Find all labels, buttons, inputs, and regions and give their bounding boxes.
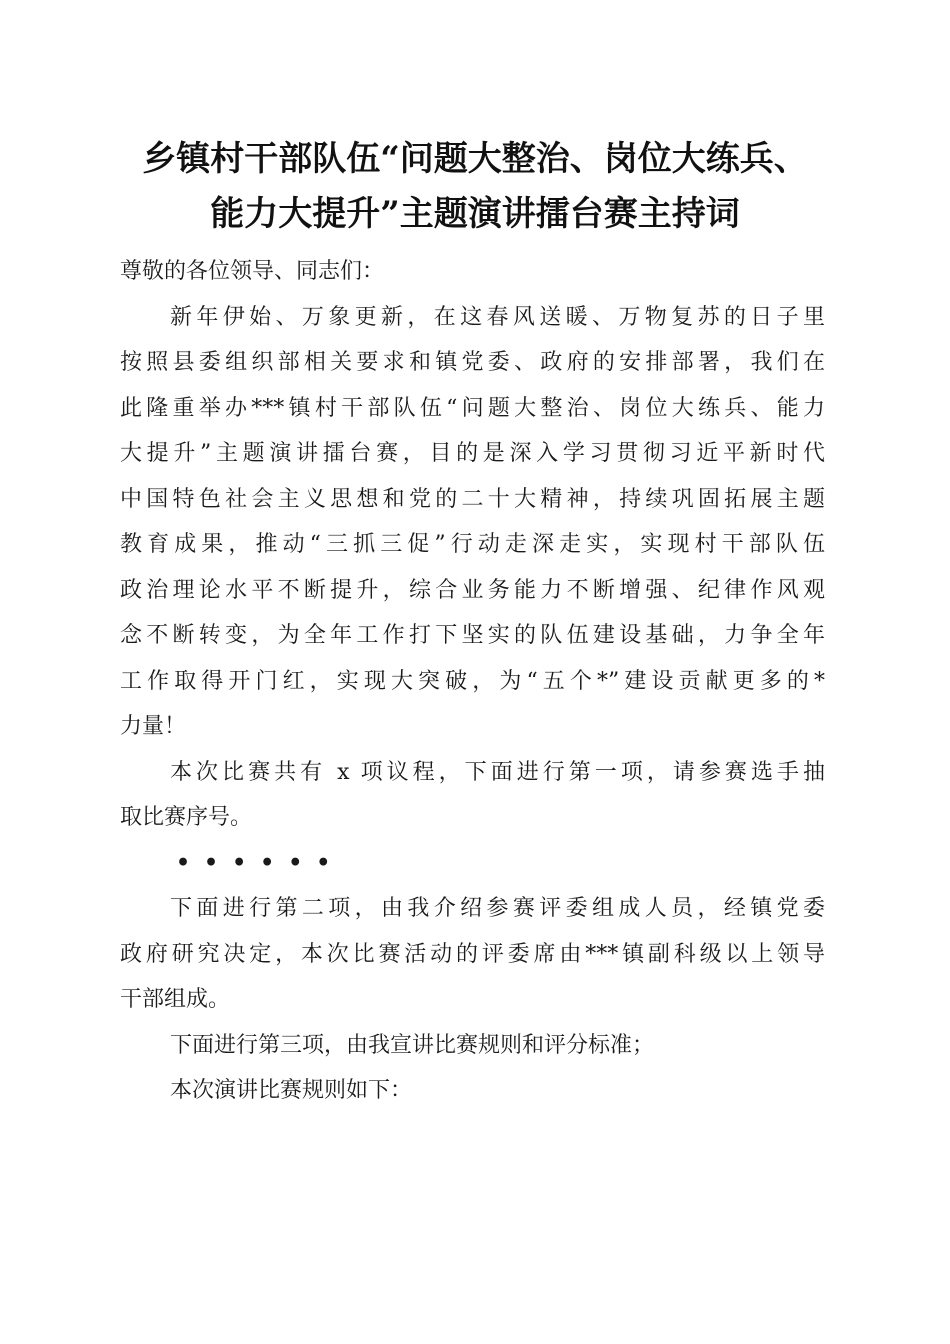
paragraph-1-line: 按照县委组织部相关要求和镇党委、政府的安排部署，我们在: [120, 350, 825, 375]
paragraph-1-line: 中国特色社会主义思想和党的二十大精神，持续巩固拓展主题: [120, 486, 825, 512]
ellipsis-dots: ••••••: [176, 849, 345, 876]
paragraph-1-line: 工作取得开门红，实现大突破，为“五个*”建设贡献更多的*: [120, 668, 825, 694]
paragraph-1-line: 大提升”主题演讲擂台赛，目的是深入学习贯彻习近平新时代: [120, 441, 825, 466]
title-line-1: 乡镇村干部队伍“问题大整治、岗位大练兵、: [142, 139, 808, 179]
paragraph-4: 下面进行第三项，由我宣讲比赛规则和评分标准；: [170, 1032, 655, 1058]
paragraph-3-line: 下面进行第二项，由我介绍参赛评委组成人员，经镇党委: [170, 896, 825, 921]
paragraph-1-line: 政治理论水平不断提升，综合业务能力不断增强、纪律作风观: [120, 577, 825, 603]
paragraph-1-line: 教育成果，推动“三抓三促”行动走深走实，实现村干部队伍: [120, 532, 825, 557]
paragraph-1-line: 念不断转变，为全年工作打下坚实的队伍建设基础，力争全年: [120, 623, 825, 648]
greeting: 尊敬的各位领导、同志们：: [120, 259, 385, 284]
paragraph-1-line: 力量！: [120, 714, 187, 739]
document-body: [120, 249, 825, 1114]
title-line-2: 能力大提升”主题演讲擂台赛主持词: [210, 194, 740, 234]
paragraph-2-line: 本次比赛共有 x 项议程，下面进行第一项，请参赛选手抽: [170, 759, 825, 785]
paragraph-1-line: 新年伊始、万象更新，在这春风送暖、万物复苏的日子里: [170, 304, 825, 330]
paragraph-3-line: 干部组成。: [120, 987, 231, 1012]
paragraph-2-line: 取比赛序号。: [120, 805, 253, 830]
paragraph-5: 本次演讲比赛规则如下：: [170, 1078, 413, 1103]
document-title: [110, 132, 840, 242]
paragraph-1-line: 此隆重举办***镇村干部队伍“问题大整治、岗位大练兵、能力: [120, 395, 825, 421]
paragraph-3-line: 政府研究决定，本次比赛活动的评委席由***镇副科级以上领导: [120, 941, 825, 967]
